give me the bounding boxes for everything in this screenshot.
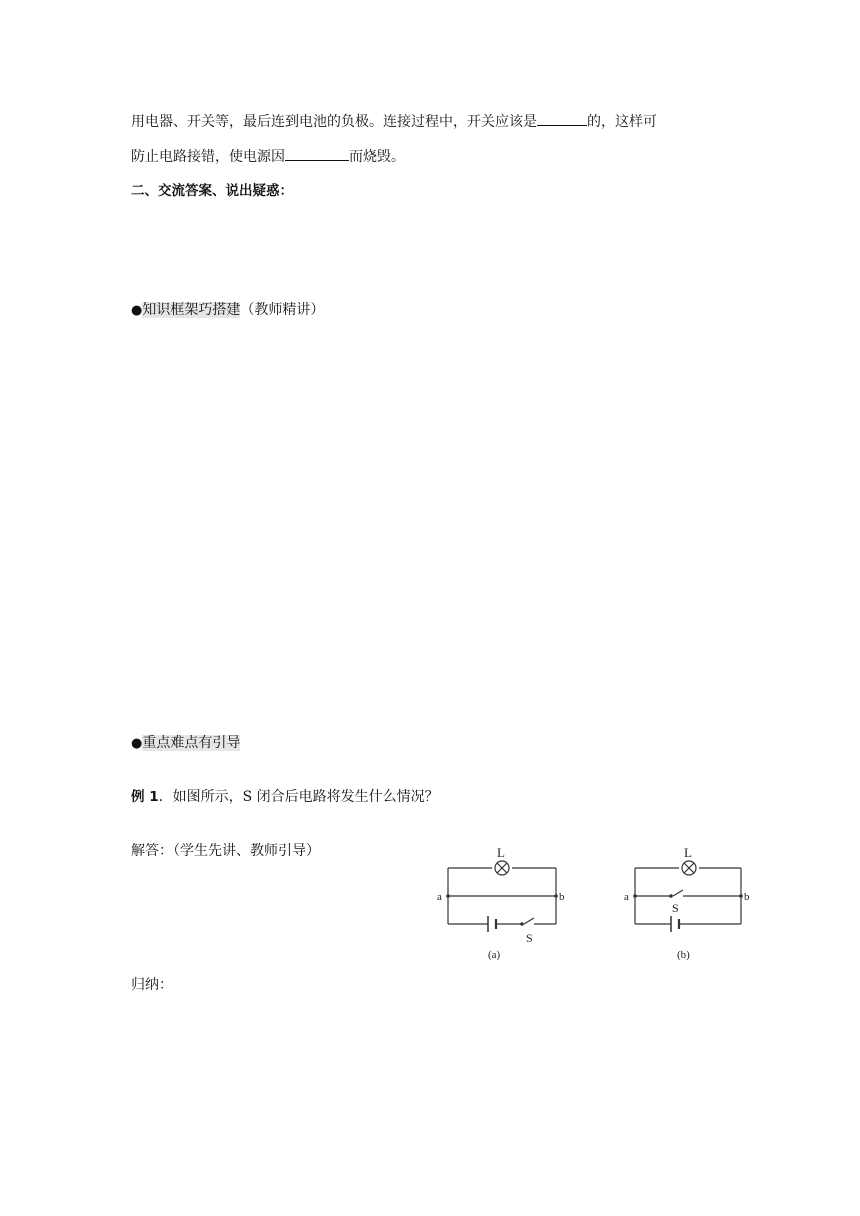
- framework-heading: [131, 300, 324, 321]
- node-b-label: b: [744, 891, 750, 903]
- node-b-label: b: [559, 891, 565, 903]
- caption-b: (b): [677, 949, 690, 961]
- switch-label-a: S: [526, 931, 533, 945]
- switch-label-b: S: [672, 901, 679, 915]
- fill-blank-1: [537, 111, 587, 126]
- lamp-label-b: L: [684, 845, 692, 860]
- framework-highlight: 知识框架巧搭建: [142, 302, 241, 318]
- example-question: ．如图所示，S 闭合后电路将发生什么情况？: [158, 789, 439, 805]
- line1-text-before: 用电器、开关等，最后连到电池的负极。连接过程中，开关应该是: [131, 114, 537, 130]
- paragraph-line-2: [131, 146, 405, 167]
- framework-note: （教师精讲）: [240, 302, 325, 318]
- example-1: [131, 787, 439, 807]
- circuit-diagram-a: [430, 840, 580, 965]
- caption-a: (a): [488, 949, 501, 961]
- line2-text-after: 而烧毁。: [349, 149, 405, 165]
- fill-blank-2: [285, 146, 349, 161]
- bullet-icon: ●: [131, 736, 143, 751]
- example-label: 例 1: [131, 789, 159, 805]
- circuit-diagram-b: [617, 840, 767, 965]
- node-a-label: a: [437, 891, 442, 903]
- answer-line: 解答：（学生先讲、教师引导）: [131, 843, 320, 859]
- summary-label: 归纳：: [131, 977, 173, 993]
- bullet-icon: ●: [131, 303, 143, 318]
- section-heading-exchange: 二、交流答案、说出疑惑：: [131, 183, 293, 199]
- line2-text-before: 防止电路接错，使电源因: [131, 149, 285, 165]
- line1-text-after: 的，这样可: [587, 114, 657, 130]
- keypoints-heading: [131, 733, 240, 754]
- lamp-label-a: L: [497, 845, 505, 860]
- keypoints-highlight: 重点难点有引导: [142, 735, 241, 751]
- paragraph-line-1: [131, 111, 657, 132]
- node-a-label: a: [624, 891, 629, 903]
